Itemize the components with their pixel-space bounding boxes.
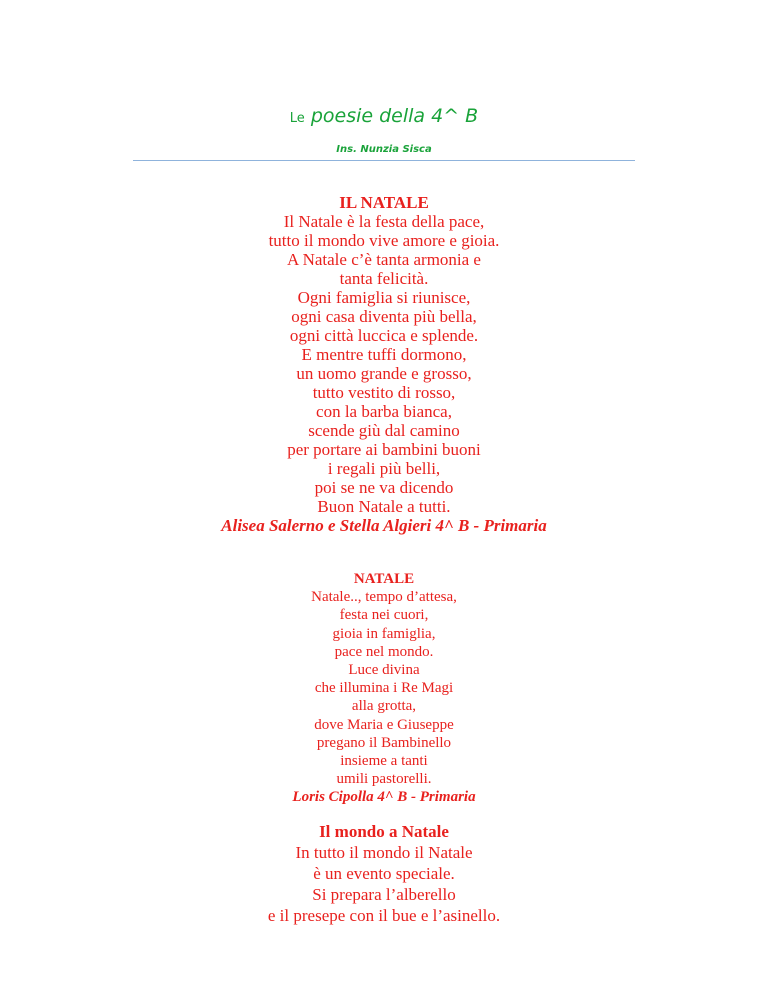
document-subtitle: Ins. Nunzia Sisca <box>336 144 432 155</box>
poem-line: tutto il mondo vive amore e gioia. <box>268 231 500 250</box>
poem-line: A Natale c’è tanta armonia e <box>287 250 481 269</box>
poem-line: per portare ai bambini buoni <box>287 440 481 459</box>
poem-line: tutto vestito di rosso, <box>312 383 456 402</box>
poem-line: che illumina i Re Magi <box>314 680 454 697</box>
poem-title: NATALE <box>353 571 415 587</box>
poem-line: è un evento speciale. <box>313 864 455 883</box>
poem-title: IL NATALE <box>339 193 429 212</box>
poem-line: scende giù dal camino <box>308 421 460 440</box>
poem-line: un uomo grande e grosso, <box>296 364 472 383</box>
poem-line: pregano il Bambinello <box>316 734 452 751</box>
poem-lines <box>0 588 768 788</box>
poem-line: alla grotta, <box>351 698 417 715</box>
poem-line: Luce divina <box>348 662 420 679</box>
poem-line: E mentre tuffi dormono, <box>301 345 467 364</box>
poem-line: poi se ne va dicendo <box>314 478 454 497</box>
poem-line: ogni casa diventa più bella, <box>291 307 477 326</box>
poem-lines <box>0 842 768 926</box>
poem-line: e il presepe con il bue e l’asinello. <box>267 906 501 925</box>
poem-line: ogni città luccica e splende. <box>289 326 479 345</box>
poem-line: pace nel mondo. <box>334 643 434 660</box>
poem-line: umili pastorelli. <box>336 771 432 788</box>
document-title-prefix: Le <box>289 111 305 126</box>
poem-il-natale <box>0 193 768 535</box>
poem-title: Il mondo a Natale <box>319 822 449 841</box>
poem-line: Buon Natale a tutti. <box>317 497 451 516</box>
poem-line: In tutto il mondo il Natale <box>295 843 473 862</box>
poem-natale <box>0 570 768 807</box>
poem-line: Ogni famiglia si riunisce, <box>297 288 471 307</box>
poem-line: Il Natale è la festa della pace, <box>283 212 485 231</box>
poem-line: festa nei cuori, <box>339 607 429 624</box>
poem-lines <box>0 212 768 516</box>
document-title-main: poesie della 4^ B <box>304 105 479 127</box>
poem-line: con la barba bianca, <box>316 402 452 421</box>
poem-author: Loris Cipolla 4^ B - Primaria <box>292 789 476 806</box>
poem-line: Si prepara l’alberello <box>312 885 456 904</box>
poem-line: gioia in famiglia, <box>332 625 436 642</box>
poem-line: tanta felicità. <box>339 269 429 288</box>
poem-line: dove Maria e Giuseppe <box>314 716 454 733</box>
poem-author: Alisea Salerno e Stella Algieri 4^ B - Primaria <box>221 516 547 535</box>
document-title <box>0 104 768 131</box>
poem-line: Natale.., tempo d’attesa, <box>311 589 457 606</box>
header-divider <box>133 160 635 161</box>
poem-line: i regali più belli, <box>327 459 441 478</box>
poem-line: insieme a tanti <box>340 753 428 770</box>
poem-il-mondo-a-natale <box>0 821 768 926</box>
